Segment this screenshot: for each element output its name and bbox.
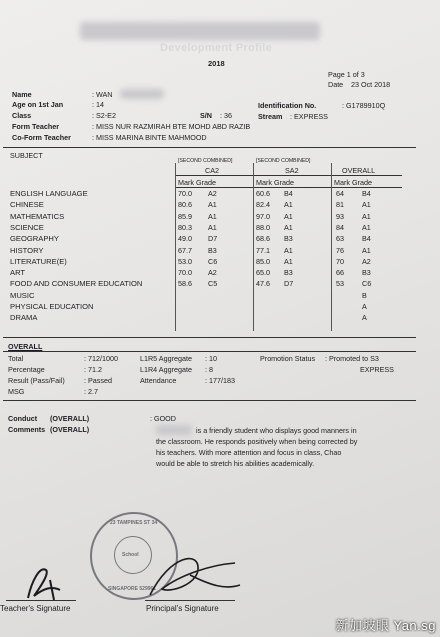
row-ca-grade: C5	[208, 279, 218, 289]
overall-heading: OVERALL	[8, 342, 43, 351]
overall-mark-grade: Mark Grade	[334, 178, 372, 187]
subject-header: SUBJECT	[10, 151, 43, 160]
result-label: Result (Pass/Fail)	[8, 376, 65, 385]
row-ca-grade: A1	[208, 222, 217, 232]
row-sa-mark: 68.6	[256, 234, 270, 244]
row-sa-grade: A1	[284, 222, 293, 232]
sn-value: : 36	[220, 111, 232, 120]
teacher-sig-line	[6, 600, 76, 601]
form-teacher-label: Form Teacher	[12, 122, 59, 131]
row-subject: MUSIC	[10, 290, 35, 300]
row-sa-grade: A1	[284, 256, 293, 266]
comments-label: Comments	[8, 425, 46, 434]
row-ca-mark: 70.0	[178, 268, 192, 278]
attendance-label: Attendance	[140, 376, 177, 385]
class-label: Class	[12, 111, 32, 120]
conduct-value: : GOOD	[150, 414, 176, 423]
row-overall-mark: 76	[336, 245, 344, 255]
row-ca-mark: 67.7	[178, 245, 192, 255]
id-label: Identification No.	[258, 101, 317, 110]
row-subject: CHINESE	[10, 200, 44, 210]
l1r5-label: L1R5 Aggregate	[140, 354, 192, 363]
total-value: : 712/1000	[84, 354, 118, 363]
row-subject: LITERATURE(E)	[10, 256, 67, 266]
row-ca-grade: B3	[208, 245, 217, 255]
row-ca-grade: A1	[208, 211, 217, 221]
id-value: : G1789910Q	[342, 101, 386, 110]
row-sa-grade: B4	[284, 189, 293, 198]
row-overall-grade: A1	[362, 245, 371, 255]
row-sa-grade: A1	[284, 200, 293, 210]
row-sa-grade: B3	[284, 268, 293, 278]
ca-mark-grade: Mark Grade	[178, 178, 216, 187]
row-ca-mark: 85.9	[178, 211, 192, 221]
watermark: 新加坡眼 Yan.sg	[335, 618, 436, 633]
row-overall-mark: 81	[336, 200, 344, 210]
row-sa-grade: B3	[284, 234, 293, 244]
coform-teacher-label: Co-Form Teacher	[12, 133, 71, 142]
row-sa-grade: A1	[284, 211, 293, 221]
table-top-rule	[3, 147, 416, 148]
row-sa-mark: 65.0	[256, 268, 270, 278]
l1r5-value: : 10	[205, 354, 217, 363]
row-overall-grade: A2	[362, 256, 371, 266]
row-subject: SCIENCE	[10, 222, 44, 232]
principal-signature-label: Principal's Signature	[146, 604, 219, 613]
sn-label: S/N	[200, 111, 212, 120]
msg-label: MSG	[8, 387, 25, 396]
stamp-center-text: School	[122, 552, 139, 558]
msg-value: : 2.7	[84, 387, 98, 396]
sa-mark-grade: Mark Grade	[256, 178, 294, 187]
row-overall-mark: 63	[336, 234, 344, 244]
col-divider-3	[331, 163, 332, 331]
row-ca-grade: A1	[208, 200, 217, 210]
stamp-bottom-text: SINGAPORE 529961	[108, 586, 157, 592]
teacher-signature-label: Teacher's Signature	[0, 604, 71, 613]
report-title: Development Profile	[160, 42, 273, 54]
row-overall-mark: 53	[336, 279, 344, 289]
total-label: Total	[8, 354, 24, 363]
row-sa-grade: A1	[284, 245, 293, 255]
row-overall-grade: A	[362, 302, 367, 311]
row-subject: DRAMA	[10, 313, 38, 323]
comments-sub: (OVERALL)	[50, 425, 90, 434]
row-sa-mark: 82.4	[256, 200, 270, 210]
overall-header: OVERALL	[342, 166, 376, 175]
row-sa-mark: 97.0	[256, 211, 270, 221]
form-teacher-value: : MISS NUR RAZMIRAH BTE MOHD ABD RAZIB	[92, 122, 251, 131]
row-overall-grade: A1	[362, 222, 371, 232]
l1r4-label: L1R4 Aggregate	[140, 365, 192, 374]
row-overall-mark: 66	[336, 268, 344, 278]
conduct-label: Conduct	[8, 414, 38, 423]
row-ca-mark: 49.0	[178, 234, 192, 244]
comment-line-4: would be able to stretch his abilities academically.	[156, 459, 315, 468]
row-sa-mark: 88.0	[256, 222, 270, 232]
promotion-value: : Promoted to S3	[325, 354, 379, 363]
sa-combined-note: [SECOND COMBINED]	[256, 158, 311, 164]
principal-signature-scribble	[140, 545, 250, 605]
row-overall-mark: 84	[336, 222, 344, 232]
row-subject: ENGLISH LANGUAGE	[10, 189, 88, 198]
row-sa-mark: 60.6	[256, 189, 270, 198]
row-overall-mark: 64	[336, 189, 344, 198]
attendance-value: : 177/183	[205, 376, 235, 385]
result-value: : Passed	[84, 376, 112, 385]
row-ca-mark: 70.0	[178, 189, 192, 198]
row-overall-grade: A	[362, 313, 367, 323]
comment-line-2: the classroom. He responds positively when being corrected by	[156, 437, 358, 446]
overall-top-rule	[3, 337, 416, 338]
row-overall-grade: B	[362, 290, 367, 300]
percentage-label: Percentage	[8, 365, 45, 374]
row-overall-grade: B4	[362, 189, 371, 198]
teacher-signature-scribble	[20, 560, 70, 604]
row-overall-mark: 93	[336, 211, 344, 221]
overall-sub-rule	[3, 351, 416, 352]
row-overall-grade: B4	[362, 234, 371, 244]
age-label: Age on 1st Jan	[12, 100, 64, 109]
overall-bottom-rule	[3, 400, 416, 401]
row-subject: FOOD AND CONSUMER EDUCATION	[10, 279, 143, 289]
comment-line-3: his teachers. With more attention and focus in class, Chao	[156, 448, 342, 457]
conduct-sub: (OVERALL)	[50, 414, 90, 423]
row-sa-mark: 77.1	[256, 245, 270, 255]
l1r4-value: : 8	[205, 365, 213, 374]
row-subject: ART	[10, 268, 26, 278]
sa-header: SA2	[285, 166, 299, 175]
row-ca-grade: D7	[208, 234, 218, 244]
promotion-label: Promotion Status	[260, 354, 316, 363]
row-ca-grade: C6	[208, 256, 218, 266]
stream-value: : EXPRESS	[290, 112, 328, 121]
row-subject: MATHEMATICS	[10, 211, 65, 221]
ca-header: CA2	[205, 166, 219, 175]
col-divider-2	[253, 163, 254, 331]
age-value: : 14	[92, 100, 104, 109]
row-sa-mark: 85.0	[256, 256, 270, 266]
row-subject: HISTORY	[10, 245, 44, 255]
row-subject: PHYSICAL EDUCATION	[10, 302, 94, 311]
stamp-top-text: 23 TAMPINES ST 34	[110, 520, 158, 526]
redacted-school-name	[80, 22, 320, 40]
row-sa-mark: 47.6	[256, 279, 270, 289]
row-overall-grade: C6	[362, 279, 372, 289]
row-ca-mark: 58.6	[178, 279, 192, 289]
coform-teacher-value: : MISS MARINA BINTE MAHMOOD	[92, 133, 207, 142]
row-ca-mark: 80.6	[178, 200, 192, 210]
principal-sig-line	[145, 600, 235, 601]
table-sub-rule	[175, 175, 402, 176]
row-overall-grade: A1	[362, 211, 371, 221]
redacted-student-name	[156, 425, 192, 435]
row-ca-grade: A2	[208, 189, 217, 198]
row-sa-grade: D7	[284, 279, 294, 289]
ca-combined-note: [SECOND COMBINED]	[178, 158, 233, 164]
promotion-stream: EXPRESS	[360, 365, 394, 374]
name-label: Name	[12, 90, 32, 99]
date-label: Date	[328, 80, 344, 89]
row-subject: GEOGRAPHY	[10, 234, 59, 244]
row-overall-grade: B3	[362, 268, 371, 278]
row-ca-mark: 80.3	[178, 222, 192, 232]
page-number: Page 1 of 3	[328, 70, 365, 79]
report-year: 2018	[208, 59, 225, 68]
row-ca-mark: 53.0	[178, 256, 192, 266]
table-sub-rule-2	[175, 187, 402, 188]
row-ca-grade: A2	[208, 268, 217, 278]
row-overall-mark: 70	[336, 256, 344, 266]
class-value: : S2-E2	[92, 111, 116, 120]
col-divider-1	[175, 163, 176, 331]
comment-line-1: is a friendly student who displays good manners in	[196, 426, 357, 435]
name-value: : WAN	[92, 90, 113, 99]
percentage-value: : 71.2	[84, 365, 102, 374]
report-date: 23 Oct 2018	[351, 80, 391, 89]
stream-label: Stream	[258, 112, 283, 121]
row-overall-grade: A1	[362, 200, 371, 210]
redacted-name	[120, 89, 164, 99]
